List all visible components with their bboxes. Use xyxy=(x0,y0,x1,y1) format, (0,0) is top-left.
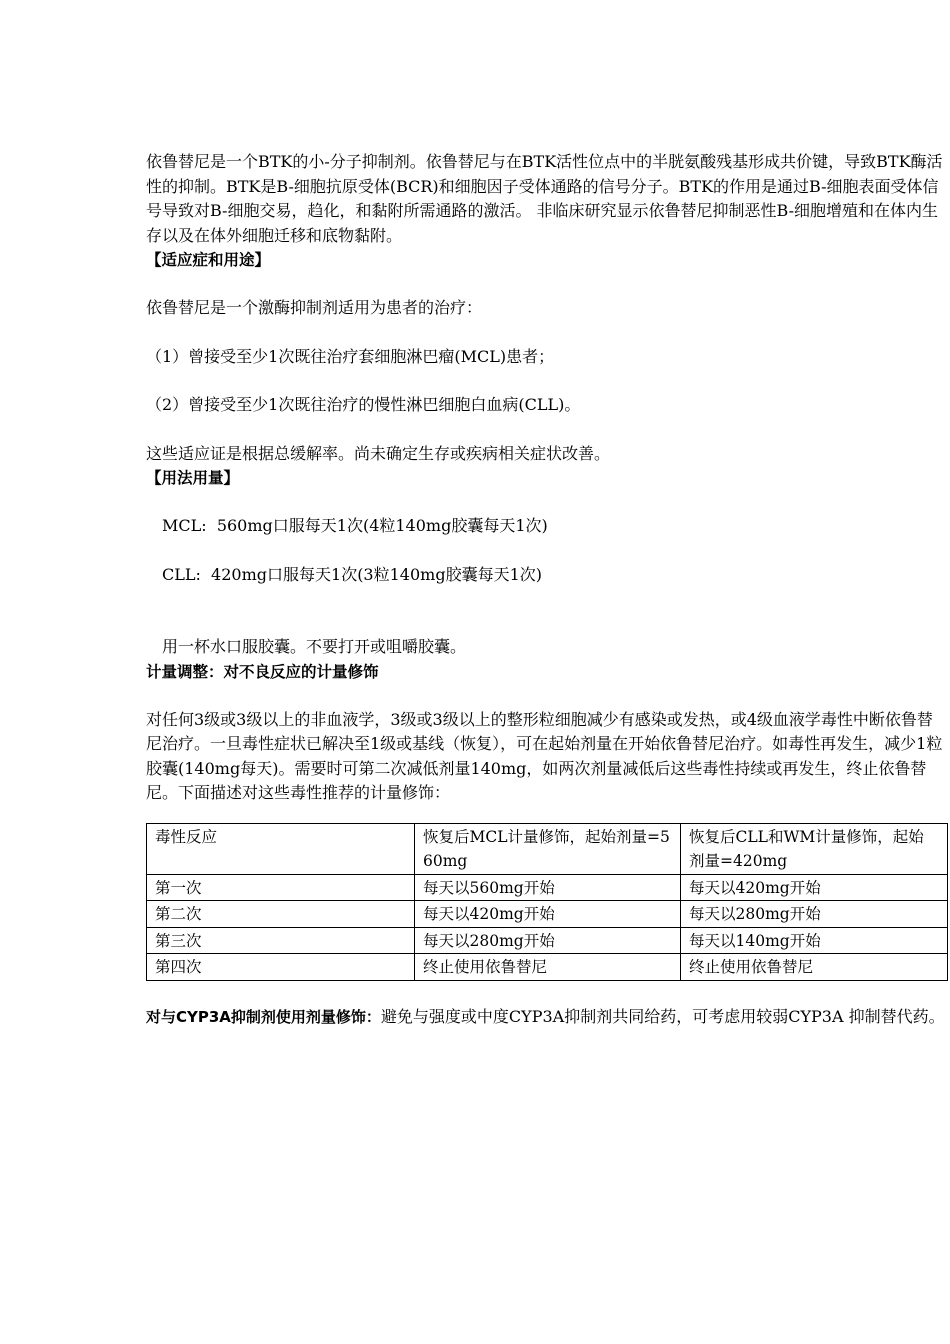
table-cell: 每天以420mg开始 xyxy=(681,874,948,901)
table-cell: 第二次 xyxy=(147,901,415,928)
cyp3a-paragraph xyxy=(146,1005,946,1030)
dosage-heading: 【用法用量】 xyxy=(146,469,240,487)
indication-item-2: （2）曾接受至少1次既往治疗的慢性淋巴细胞白血病(CLL)。 xyxy=(146,395,581,414)
table-row xyxy=(147,927,948,954)
table-cell: 终止使用依鲁替尼 xyxy=(681,954,948,981)
table-header-cell: 恢复后CLL和WM计量修饰，起始剂量=420mg xyxy=(681,823,948,874)
dosage-mcl: MCL: 560mg口服每天1次(4粒140mg胶囊每天1次) xyxy=(162,516,548,535)
dosage-cll: CLL: 420mg口服每天1次(3粒140mg胶囊每天1次) xyxy=(162,564,542,584)
dosage-instruction: 用一杯水口服胶囊。不要打开或咀嚼胶囊。 xyxy=(162,637,467,656)
table-row xyxy=(147,901,948,928)
adjustment-paragraph: 对任何3级或3级以上的非血液学，3级或3级以上的整形粒细胞减少有感染或发热，或4级血液学毒性中断依鲁替尼治疗。一旦毒性症状已解决至1级或基线（恢复），可在起始剂量在开始依鲁替尼治疗。如毒性再发生，减少1粒胶囊(140mg每天)。需要时可第二次减低剂量140mg，如两次剂量减低后这些毒性持续或再发生，终止依鲁替尼。下面描述对这些毒性推荐的计量修饰： xyxy=(146,709,943,802)
intro-paragraph: 依鲁替尼是一个BTK的小-分子抑制剂。依鲁替尼与在BTK活性位点中的半胱氨酸残基形成共价键，导致BTK酶活性的抑制。BTK是B-细胞抗原受体(BCR)和细胞因子受体通路的信号分子。BTK的作用是通过B-细胞表面受体信号导致对B-细胞交易，趋化，和黏附所需通路的激活。 非临床研究显示依鲁替尼抑制恶性B-细胞增殖和在体内生存以及在体外细胞迁移和底物黏附。 xyxy=(146,152,943,245)
cyp3a-label: 对与CYP3A抑制剂使用剂量修饰： xyxy=(146,1007,381,1026)
adjustment-heading: 计量调整：对不良反应的计量修饰 xyxy=(146,662,379,681)
table-header-row xyxy=(147,823,948,874)
cyp3a-text: 避免与强度或中度CYP3A抑制剂共同给药，可考虑用较弱CYP3A 抑制替代药。 xyxy=(380,1006,945,1026)
table-cell: 第三次 xyxy=(147,927,415,954)
table-cell: 每天以560mg开始 xyxy=(415,874,681,901)
table-cell: 第四次 xyxy=(147,954,415,981)
indications-heading: 【适应症和用途】 xyxy=(146,251,271,269)
table-cell: 每天以140mg开始 xyxy=(681,927,948,954)
table-cell: 每天以280mg开始 xyxy=(681,901,948,928)
indications-lead: 依鲁替尼是一个激酶抑制剂适用为患者的治疗： xyxy=(146,298,483,317)
table-cell: 第一次 xyxy=(147,874,415,901)
table-cell: 每天以280mg开始 xyxy=(415,927,681,954)
table-row xyxy=(147,874,948,901)
table-row xyxy=(147,954,948,981)
document-page xyxy=(146,150,946,1029)
table-cell: 每天以420mg开始 xyxy=(415,901,681,928)
indications-note: 这些适应证是根据总缓解率。尚未确定生存或疾病相关症状改善。 xyxy=(146,443,611,463)
table-header-cell: 恢复后MCL计量修饰，起始剂量=560mg xyxy=(415,823,681,874)
dose-modification-table xyxy=(146,823,948,981)
table-header-cell: 毒性反应 xyxy=(147,823,415,874)
indication-item-1: （1）曾接受至少1次既往治疗套细胞淋巴瘤(MCL)患者； xyxy=(146,346,555,366)
table-cell: 终止使用依鲁替尼 xyxy=(415,954,681,981)
